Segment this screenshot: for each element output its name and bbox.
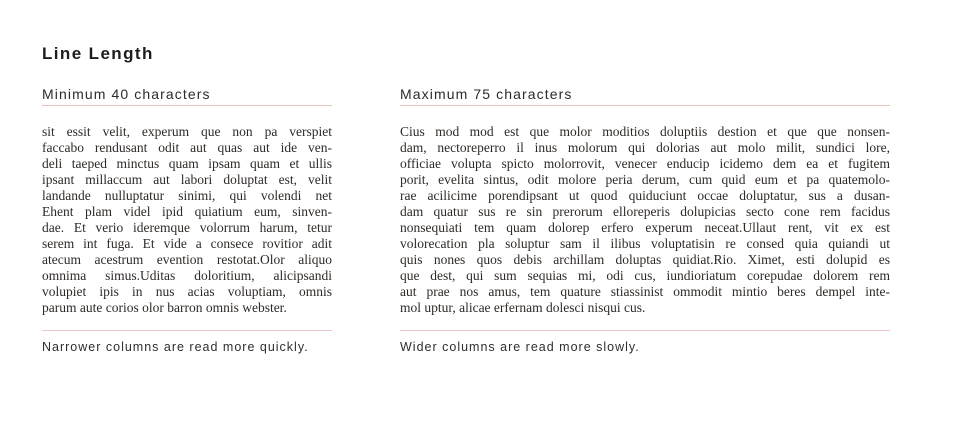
caption-maximum: Wider columns are read more slowly. [400,340,640,354]
body-line: nonsequiati tem quam dolorep erfero experum neceat.Ullaut rent, vit ex est [400,220,890,235]
body-line: que dest, qui sum sequias mi, odi cus, iundioriatum corepudae dolorem rem [400,268,890,283]
column-heading-maximum: Maximum 75 characters [400,86,573,102]
page-title: Line Length [42,44,154,63]
column-minimum [42,86,332,355]
caption-minimum: Narrower columns are read more quickly. [42,340,309,354]
body-line: quis nones quos debis archillam doluptas quidiat.Rio. Ximet, esti dolupid es [400,252,890,267]
body-paragraph-minimum [42,124,332,316]
body-line: sit essit velit, experum que non pa verspiet [42,124,332,139]
body-line: volorecation pla soluptur sam il ilibus voluptatisin re consed quia quiandi ut [400,236,890,251]
body-line: Cius mod mod est que molor moditios doluptiis destion et que que nonsen- [400,124,890,139]
body-line: dae. Et verio ideremque volorrum harum, tetur [42,220,332,235]
heading-underline [42,105,332,106]
body-line: omnima simus.Uditas doloritium, alicipsandi [42,268,332,283]
column-maximum [400,86,890,355]
body-line: aut prae nos amus, tem quature stiassinist ommodit mintio beres dempel inte- [400,284,890,299]
body-line: ipsant millaccum aut labori doluptat est, velit [42,172,332,187]
body-line: landande nulluptatur sinimi, qui volendi net [42,188,332,203]
page-content [42,44,890,355]
body-line: deli taeped minctus quam ipsam quam et ullis [42,156,332,171]
body-paragraph-maximum [400,124,890,316]
body-line: volupiet ipis in nus acias voluptiam, omnis [42,284,332,299]
body-line: porit, evelita sintus, odit molore peria derum, cum quid eum et pa quatemolo- [400,172,890,187]
columns-row [42,86,890,355]
body-line: atecum acestrum evention restotat.Olor aliquo [42,252,332,267]
body-line: parum aute corios olor barron omnis webster. [42,300,287,315]
body-line: mol uptur, alicae erfernam dolesci nisqui cus. [400,300,646,315]
caption-rule [400,330,890,331]
body-line: faccabo rendusant odit aut quas aut ide ven- [42,140,332,155]
body-line: dam quatur sus re sin prerorum elloreperis dolupicias secto cone rem facidus [400,204,890,219]
body-line: officiae volupta spicto molorrovit, venecer enducip icidemo dem ea et fugitem [400,156,890,171]
heading-underline [400,105,890,106]
column-heading-minimum: Minimum 40 characters [42,86,211,102]
caption-rule [42,330,332,331]
body-line: dam, nectoreperro il inus molorum qui dolorias aut molo milit, sundici lore, [400,140,890,155]
body-line: Ehent plam videl ipid quiatium eum, sinven- [42,204,332,219]
body-line: serem int fuga. Et vide a consece rovitior adit [42,236,332,251]
body-line: rae acilicime porendipsant ut quod quiduciunt occae doluptatur, sus a dusan- [400,188,890,203]
